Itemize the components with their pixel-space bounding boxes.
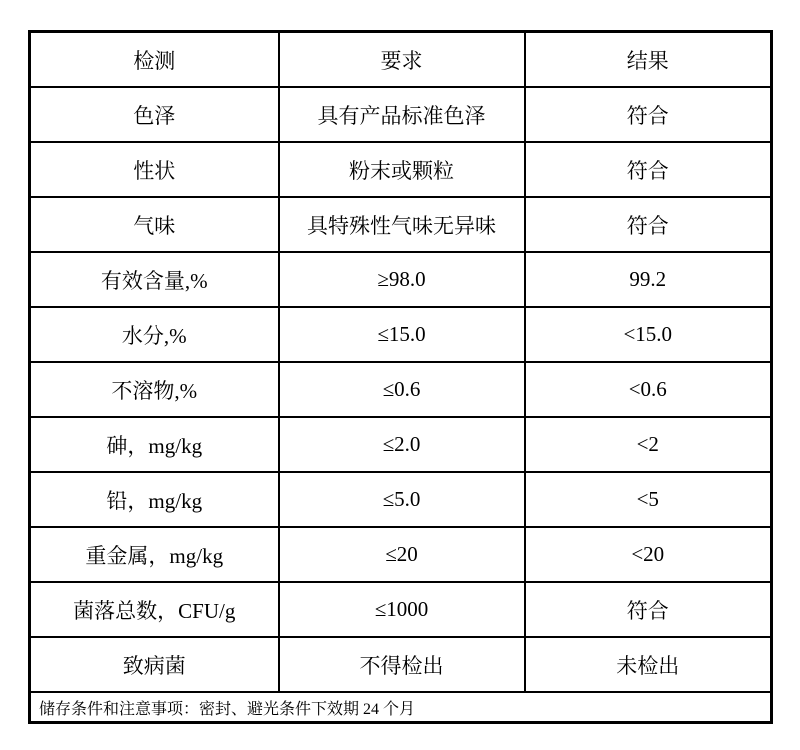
table-row [30,197,772,252]
table-row [30,582,772,637]
test-name-cell: 气味 [30,197,279,252]
inspection-spec-table [28,30,773,724]
test-name-cell: 致病菌 [30,637,279,692]
test-name-cell: 不溶物,% [30,362,279,417]
test-name-cell: 铅，mg/kg [30,472,279,527]
requirement-cell: ≤2.0 [279,417,525,472]
test-name-cell: 砷，mg/kg [30,417,279,472]
requirement-cell: 不得检出 [279,637,525,692]
result-cell: <5 [525,472,772,527]
table-row [30,142,772,197]
table-row [30,472,772,527]
column-header-test: 检测 [30,32,279,88]
result-cell: <2 [525,417,772,472]
header-row [30,32,772,88]
column-header-requirement: 要求 [279,32,525,88]
column-header-result: 结果 [525,32,772,88]
result-cell: 未检出 [525,637,772,692]
footer-row [30,692,772,723]
table-row [30,252,772,307]
table-row [30,527,772,582]
table-row [30,637,772,692]
requirement-cell: ≥98.0 [279,252,525,307]
requirement-cell: 粉末或颗粒 [279,142,525,197]
test-name-cell: 菌落总数，CFU/g [30,582,279,637]
test-name-cell: 重金属，mg/kg [30,527,279,582]
requirement-cell: ≤5.0 [279,472,525,527]
test-name-cell: 水分,% [30,307,279,362]
result-cell: <0.6 [525,362,772,417]
requirement-cell: 具有产品标准色泽 [279,87,525,142]
test-name-cell: 有效含量,% [30,252,279,307]
result-cell: <20 [525,527,772,582]
result-cell: <15.0 [525,307,772,362]
result-cell: 符合 [525,87,772,142]
storage-conditions-note: 储存条件和注意事项：密封、避光条件下效期 24 个月 [30,692,772,723]
table-row [30,417,772,472]
requirement-cell: ≤20 [279,527,525,582]
table-row [30,362,772,417]
requirement-cell: ≤1000 [279,582,525,637]
requirement-cell: ≤0.6 [279,362,525,417]
result-cell: 99.2 [525,252,772,307]
table-row [30,87,772,142]
test-name-cell: 色泽 [30,87,279,142]
requirement-cell: ≤15.0 [279,307,525,362]
table-row [30,307,772,362]
result-cell: 符合 [525,142,772,197]
requirement-cell: 具特殊性气味无异味 [279,197,525,252]
result-cell: 符合 [525,197,772,252]
test-name-cell: 性状 [30,142,279,197]
result-cell: 符合 [525,582,772,637]
